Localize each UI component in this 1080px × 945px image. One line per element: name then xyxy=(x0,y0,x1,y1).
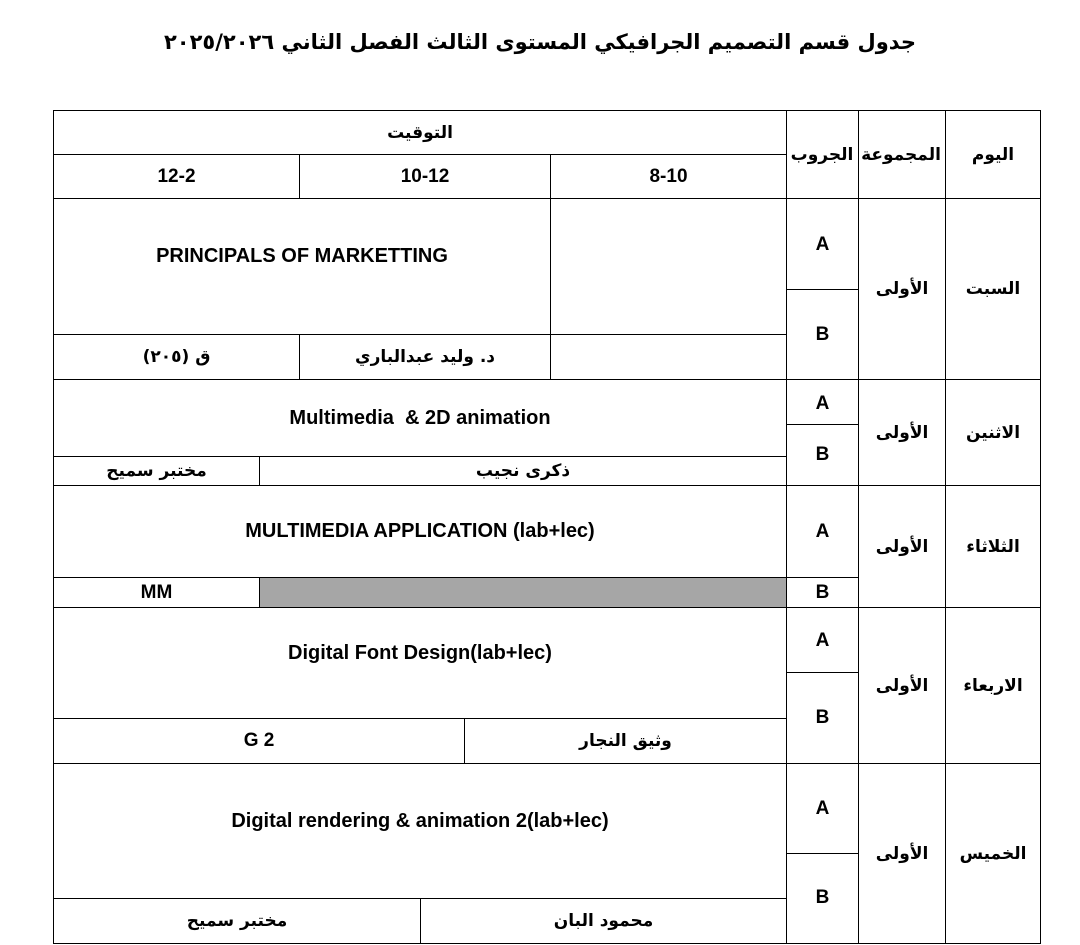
group-cell: الأولى xyxy=(875,279,929,299)
room-name: G 2 xyxy=(243,730,275,751)
day-wednesday: الاربعاء xyxy=(963,675,1023,696)
day-monday: الاثنين xyxy=(965,422,1021,443)
slot-8-10: 8-10 xyxy=(649,165,688,187)
section-a: A xyxy=(815,630,830,651)
course-name: MULTIMEDIA APPLICATION (lab+lec) xyxy=(245,519,595,542)
empty-shaded-cell xyxy=(260,578,786,607)
slot-10-12: 10-12 xyxy=(400,165,450,187)
section-a: A xyxy=(815,234,830,255)
day-thursday: الخميس xyxy=(959,843,1027,864)
room-name: مختبر سميح xyxy=(186,911,288,931)
section-a: A xyxy=(815,798,830,819)
instructor-name: وثيق النجار xyxy=(579,731,672,751)
course-name: PRINCIPALS OF MARKETTING xyxy=(156,244,448,267)
group-cell: الأولى xyxy=(875,675,929,696)
header-timing: التوقيت xyxy=(387,122,453,143)
section-b: B xyxy=(815,444,830,465)
room-name: مختبر سميح xyxy=(106,461,207,481)
course-name: Multimedia & 2D animation xyxy=(289,406,551,429)
room-name: MM xyxy=(140,581,173,603)
header-section: الجروب xyxy=(790,144,854,165)
section-a: A xyxy=(815,393,830,414)
header-day: اليوم xyxy=(971,144,1015,165)
day-tuesday: الثلاثاء xyxy=(966,536,1020,557)
course-name: Digital Font Design(lab+lec) xyxy=(288,641,552,664)
section-a: A xyxy=(815,521,830,542)
course-name: Digital rendering & animation 2(lab+lec) xyxy=(231,809,609,832)
group-cell: الأولى xyxy=(875,843,929,864)
day-saturday: السبت xyxy=(965,279,1021,299)
instructor-name: ذكرى نجيب xyxy=(475,461,571,481)
page-title: جدول قسم التصميم الجرافيكي المستوى الثالث الفصل الثاني ٢٠٢٥/٢٠٢٦ xyxy=(163,30,917,54)
instructor-name: محمود البان xyxy=(553,911,654,931)
group-cell: الأولى xyxy=(875,536,929,557)
section-b: B xyxy=(815,887,830,908)
header-group: المجموعة xyxy=(861,144,941,165)
section-b: B xyxy=(815,581,830,603)
section-b: B xyxy=(815,324,830,345)
group-cell: الأولى xyxy=(875,422,929,443)
room-name: ق (٢٠٥) xyxy=(142,347,211,367)
slot-12-2: 12-2 xyxy=(157,165,196,187)
instructor-name: د. وليد عبدالباري xyxy=(355,347,496,367)
section-b: B xyxy=(815,707,830,728)
